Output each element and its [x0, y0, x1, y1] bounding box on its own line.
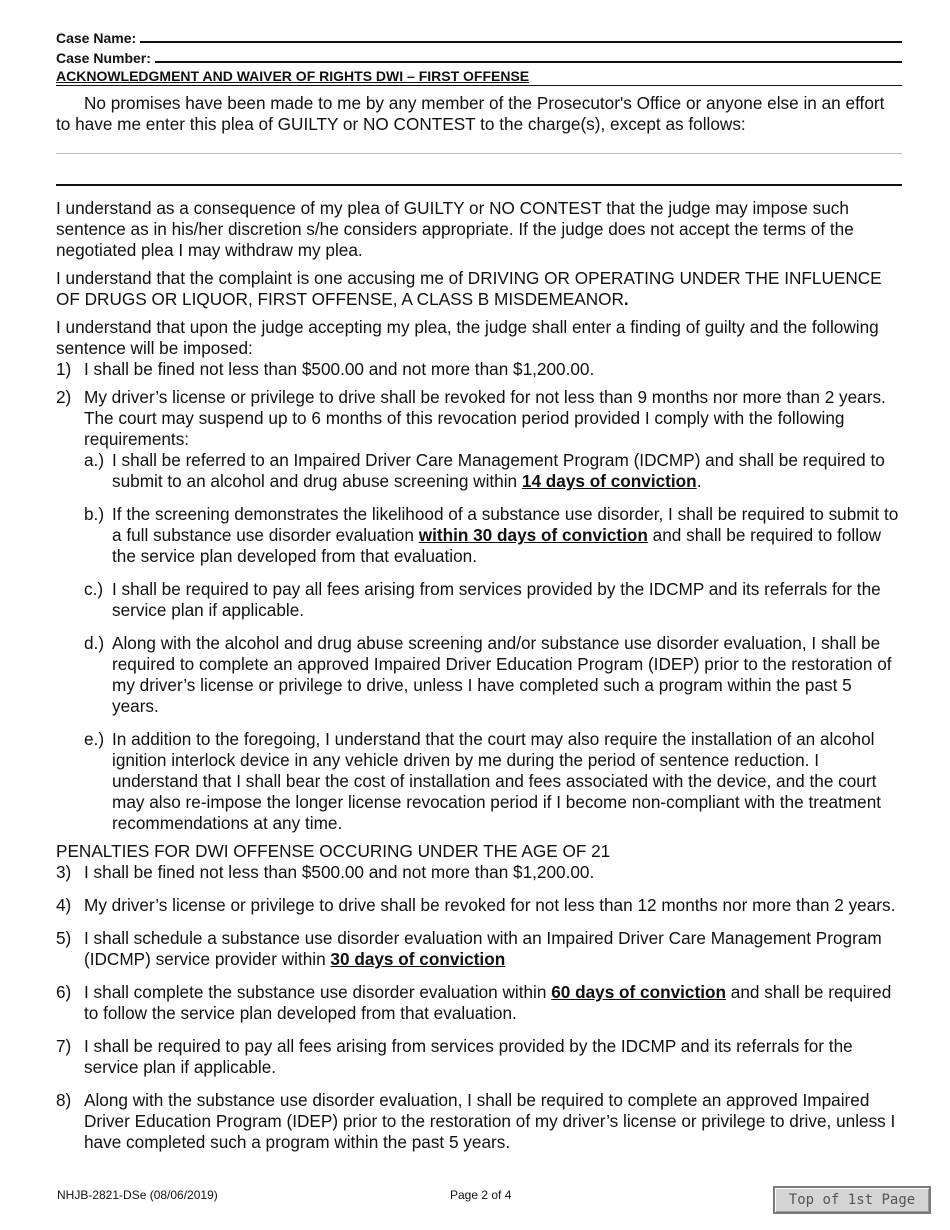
case-name-row: [56, 26, 902, 46]
consequence-paragraph: I understand as a consequence of my plea of GUILTY or NO CONTEST that the judge may impose such sentence as in his/her discretion s/he considers appropriate. If the judge does not accept the terms of the negotiated plea I may withdraw my plea.: [56, 198, 854, 260]
text-run: and shall be required to follow the service plan developed from that evaluation.: [112, 525, 882, 566]
sub-item-letter: d.): [84, 633, 105, 653]
complaint-paragraph: [56, 268, 902, 310]
list-item-2: [56, 387, 902, 450]
promises-field-line-2[interactable]: [56, 184, 902, 186]
item-text: [84, 982, 902, 1024]
sentence-paragraph: I understand that upon the judge accepting my plea, the judge shall enter a finding of guilty and the following sentence will be imposed:: [56, 317, 879, 358]
intro-paragraph: No promises have been made to me by any member of the Prosecutor's Office or anyone else in an effort to have me enter this plea of GUILTY or NO CONTEST to the charge(s), except as follows:: [56, 93, 885, 134]
document-page: [56, 26, 902, 1153]
title-rule: [56, 85, 902, 86]
text-run: I shall be referred to an Impaired Driver Care Management Program (IDCMP) and shall be required to submit to an alcohol and drug abuse screening within: [112, 450, 885, 491]
item-number: 5): [56, 928, 72, 948]
sub-item-text: [112, 450, 902, 492]
text-run: I shall complete the substance use disorder evaluation within: [84, 982, 552, 1002]
list-item-5: [56, 928, 902, 970]
promises-field-line-1[interactable]: [56, 153, 902, 154]
list-item-8: [56, 1090, 902, 1153]
case-name-field[interactable]: [140, 41, 902, 43]
emphasis: 30 days of conviction: [330, 949, 506, 969]
sub-item-e: [84, 729, 902, 834]
top-of-first-page-button[interactable]: Top of 1st Page: [773, 1186, 931, 1214]
sub-item-a: [84, 450, 902, 492]
complaint-text: I understand that the complaint is one accusing me of DRIVING OR OPERATING UNDER THE INFLUENCE OF DRUGS OR LIQUOR, FIRST OFFENSE, A CLASS B MISDEMEANOR: [56, 268, 882, 309]
form-id: NHJB-2821-DSe (08/06/2019): [57, 1188, 218, 1202]
sub-item-text: Along with the alcohol and drug abuse screening and/or substance use disorder evaluation, I shall be required to complete an approved Impaired Driver Education Program (IDEP) prior to the restoration of my driver’s license or privilege to drive, unless I have completed such a program within the past 5 years.: [112, 633, 892, 716]
item-number: 7): [56, 1036, 72, 1056]
form-title: ACKNOWLEDGMENT AND WAIVER OF RIGHTS DWI – FIRST OFFENSE: [56, 68, 530, 84]
item-text: Along with the substance use disorder evaluation, I shall be required to complete an approved Impaired Driver Education Program (IDEP) prior to the restoration of my driver’s license or privilege to drive, unless I have completed such a program within the past 5 years.: [84, 1090, 896, 1152]
sub-item-letter: a.): [84, 450, 105, 470]
form-title-row: [56, 68, 902, 88]
sub-item-letter: e.): [84, 729, 105, 749]
item-text: I shall be required to pay all fees arising from services provided by the IDCMP and its referrals for the service plan if applicable.: [84, 1036, 853, 1077]
sub-item-letter: b.): [84, 504, 105, 524]
item-text: My driver’s license or privilege to drive shall be revoked for not less than 9 months nor more than 2 years. The court may suspend up to 6 months of this revocation period provided I comply with the following requirements:: [84, 387, 886, 449]
emphasis: 14 days of conviction: [521, 471, 697, 491]
list-item-6: [56, 982, 902, 1024]
sub-item-text: In addition to the foregoing, I understand that the court may also require the installation of an alcohol ignition interlock device in any vehicle driven by me during the period of sentence reduction. I understand that I shall bear the cost of installation and fees associated with the device, and the court may also re-impose the longer license revocation period if I become non-compliant with the treatment recommendations at any time.: [112, 729, 882, 833]
list-item-3: [56, 862, 902, 883]
emphasis: within 30 days of conviction: [418, 525, 648, 545]
case-number-row: [56, 46, 902, 66]
sub-item-c: [84, 579, 902, 621]
list-item-7: [56, 1036, 902, 1078]
text-run: I shall schedule a substance use disorder evaluation with an Impaired Driver Care Management Program (IDCMP) service provider within: [84, 928, 882, 969]
item-text: [84, 928, 902, 970]
text-run: and shall be required to follow the service plan developed from that evaluation.: [84, 982, 892, 1023]
emphasis: 60 days of conviction: [551, 982, 726, 1002]
item-text: I shall be fined not less than $500.00 and not more than $1,200.00.: [84, 359, 595, 379]
item-number: 8): [56, 1090, 72, 1110]
page-number: Page 2 of 4: [450, 1188, 512, 1202]
text-run: If the screening demonstrates the likelihood of a substance use disorder, I shall be required to submit to a full substance use disorder evaluation: [112, 504, 899, 545]
item-number: 3): [56, 862, 72, 882]
sub-item-letter: c.): [84, 579, 104, 599]
case-number-label: Case Number:: [56, 50, 151, 66]
under-21-heading: PENALTIES FOR DWI OFFENSE OCCURING UNDER THE AGE OF 21: [56, 841, 611, 861]
item-number: 2): [56, 387, 72, 407]
list-item-1: [56, 359, 902, 380]
complaint-period: .: [623, 289, 629, 309]
item-number: 1): [56, 359, 72, 379]
text-run: .: [696, 471, 702, 491]
sub-item-text: I shall be required to pay all fees arising from services provided by the IDCMP and its referrals for the service plan if applicable.: [112, 579, 881, 620]
list-item-4: [56, 895, 902, 916]
item-text: My driver’s license or privilege to drive shall be revoked for not less than 12 months nor more than 2 years.: [84, 895, 896, 915]
sub-item-d: [84, 633, 902, 717]
item-text: I shall be fined not less than $500.00 and not more than $1,200.00.: [84, 862, 595, 882]
item-number: 6): [56, 982, 72, 1002]
item-number: 4): [56, 895, 72, 915]
case-name-label: Case Name:: [56, 30, 137, 46]
case-number-field[interactable]: [155, 61, 902, 63]
sub-item-b: [84, 504, 902, 567]
sub-item-text: [112, 504, 902, 567]
